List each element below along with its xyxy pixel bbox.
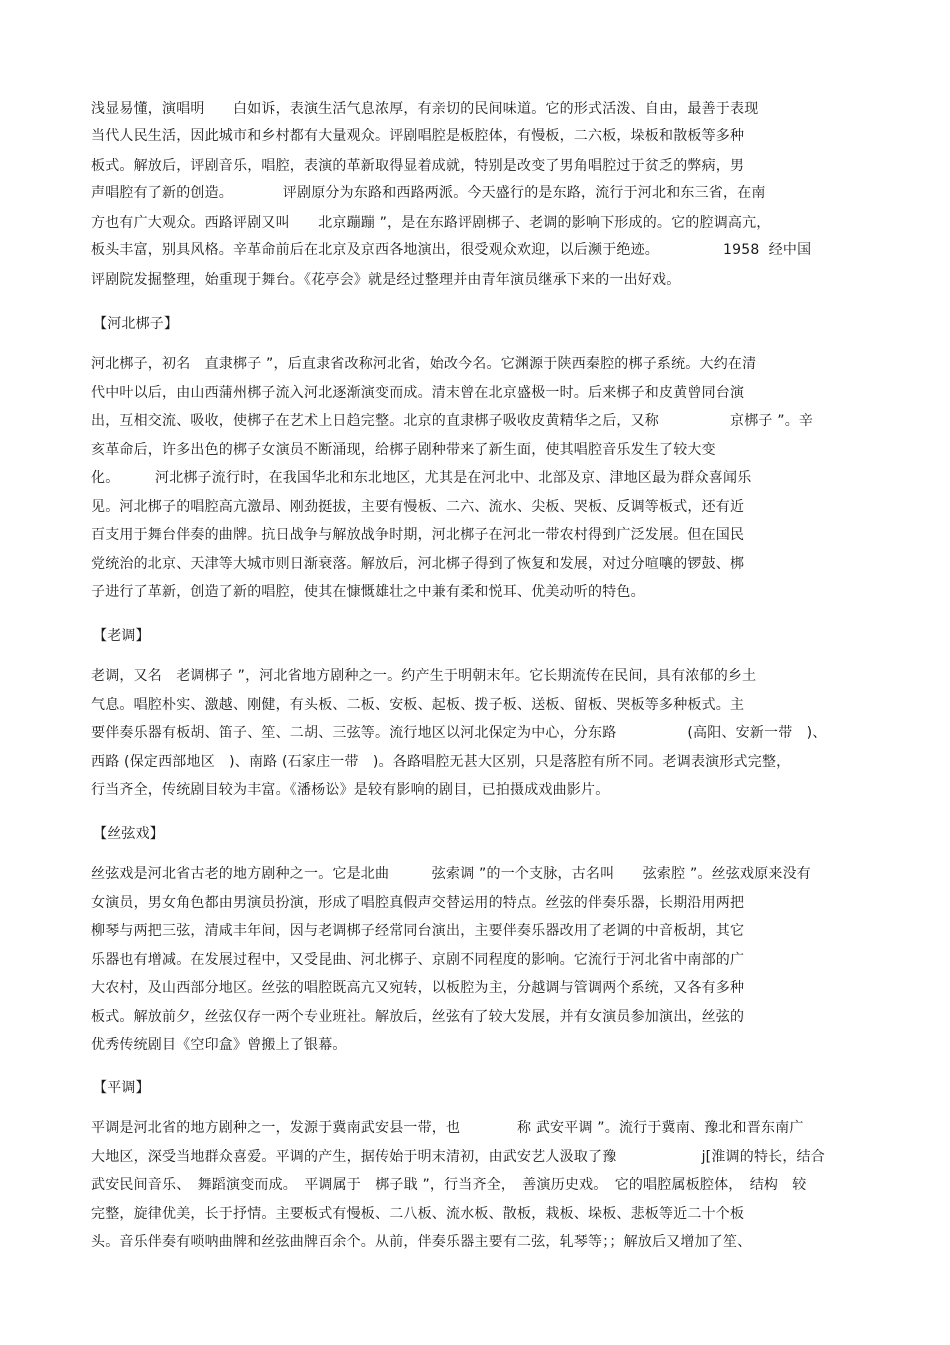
- section-heading: 【丝弦戏】: [93, 826, 164, 842]
- paragraph-line: 完整，旋律优美，长于抒情。主要板式有慢板、二八板、流水板、散板，栽板、垛板、悲板等近二十个板: [91, 1206, 745, 1222]
- paragraph-line: 气息。唱腔朴实、激越、刚健，有头板、二板、安板、起板、拨子板、送板、留板、哭板等多种板式。主: [91, 697, 745, 713]
- paragraph-line: 代中叶以后，由山西蒲州梆子流入河北逐渐演变而成。清末曾在北京盛极一时。后来梆子和皮黄曾同台演: [91, 385, 745, 401]
- paragraph-line: 板式。解放后，评剧音乐，唱腔，表演的革新取得显着成就，特别是改变了男角唱腔过于贫乏的弊病，男: [91, 158, 745, 174]
- paragraph-line: 方也有广大观众。西路评剧又叫 北京蹦蹦 ”，是在东路评剧梆子、老调的影响下形成的。它的腔调高亢，: [91, 215, 771, 231]
- section-heading: 【老调】: [93, 628, 150, 644]
- section-heading: 【平调】: [93, 1080, 150, 1096]
- paragraph-line: 浅显易懂，演唱明 白如诉，表演生活气息浓厚，有亲切的民间味道。它的形式活泼、自由，最善于表现: [91, 101, 759, 117]
- paragraph-line: 百支用于舞台伴奏的曲牌。抗日战争与解放战争时期，河北梆子在河北一带农村得到广泛发展。但在国民: [91, 527, 745, 543]
- section-heading: 【河北梆子】: [93, 316, 179, 332]
- paragraph-line: 女演员，男女角色都由男演员扮演，形成了唱腔真假声交替运用的特点。丝弦的伴奏乐器，长期沿用两把: [91, 895, 745, 911]
- paragraph-line: 党统治的北京、天津等大城市则日渐衰落。解放后，河北梆子得到了恢复和发展，对过分喧嚷的锣鼓、梆: [91, 556, 745, 572]
- paragraph-line: 化。 河北梆子流行时，在我国华北和东北地区，尤其是在河北中、北部及京、津地区最为群众喜闻乐: [91, 470, 752, 486]
- paragraph-line: 老调，又名 老调梆子 ”，河北省地方剧种之一。约产生于明朝末年。它长期流传在民间，具有浓郁的乡土: [91, 668, 757, 684]
- paragraph-line: 评剧院发掘整理，始重现于舞台。《花亭会》就是经过整理并由青年演员继承下来的一出好戏。: [91, 272, 681, 288]
- paragraph-line: 平调是河北省的地方剧种之一，发源于冀南武安县一带，也 称 武安平调 ”。流行于冀南、豫北和晋东南广: [91, 1120, 804, 1136]
- paragraph-line: 西路 (保定西部地区 )、南路 (石家庄一带 )。各路唱腔无甚大区别，只是落腔有所不同。老调表演形式完整，: [91, 754, 791, 770]
- paragraph-line: 板式。解放前夕，丝弦仅存一两个专业班社。解放后，丝弦有了较大发展，并有女演员参加演出，丝弦的: [91, 1009, 745, 1025]
- paragraph-line: 大地区，深受当地群众喜爱。平调的产生，据传始于明末清初，由武安艺人汲取了豫 j[淮调的特长，结合: [91, 1149, 825, 1165]
- paragraph-line: 出，互相交流、吸收，使梆子在艺术上日趋完整。北京的直隶梆子吸收皮黄精华之后，又称 京梆子 ”。辛: [91, 413, 814, 429]
- paragraph-line: 亥革命后，许多出色的梆子女演员不断涌现，给梆子剧种带来了新生面，使其唱腔音乐发生了较大变: [91, 442, 716, 458]
- paragraph-line: 当代人民生活，因此城市和乡村都有大量观众。评剧唱腔是板腔体，有慢板，二六板，垛板和散板等多种: [91, 128, 745, 144]
- paragraph-line: 见。河北梆子的唱腔高亢激昂、刚劲挺拔，主要有慢板、二六、流水、尖板、哭板、反调等板式，还有近: [91, 499, 745, 515]
- paragraph-line: 要伴奏乐器有板胡、笛子、笙、二胡、三弦等。流行地区以河北保定为中心，分东路 (高阳、安新一带 )、: [91, 725, 827, 741]
- paragraph-line: 子进行了革新，创造了新的唱腔，使其在慷慨雄壮之中兼有柔和悦耳、优美动听的特色。: [91, 584, 645, 600]
- paragraph-line: 行当齐全，传统剧目较为丰富。《潘杨讼》是较有影响的剧目，已拍摄成戏曲影片。: [91, 782, 610, 798]
- paragraph-line: 优秀传统剧目《空印盒》曾搬上了银幕。: [91, 1037, 347, 1053]
- paragraph-line: 声唱腔有了新的创造。 评剧原分为东路和西路两派。今天盛行的是东路，流行于河北和东三省，在南: [91, 185, 766, 201]
- paragraph-line: 武安民间音乐、 舞蹈演变而成。 平调属于 梆子戢 ”，行当齐全， 善演历史戏。 它的唱腔属板腔体， 结构 较: [91, 1177, 807, 1193]
- paragraph-line: 大农村，及山西部分地区。丝弦的唱腔既高亢又宛转，以板腔为主，分越调与管调两个系统，又各有多种: [91, 980, 745, 996]
- paragraph-line: 头。音乐伴奏有唢呐曲牌和丝弦曲牌百余个。从前，伴奏乐器主要有二弦，轧琴等；；解放后又增加了笙、: [91, 1234, 752, 1250]
- paragraph-line: 丝弦戏是河北省古老的地方剧种之一。它是北曲 弦索调 ”的一个支脉，古名叫 弦索腔 ”。丝弦戏原来没有: [91, 866, 812, 882]
- paragraph-line: 柳琴与两把三弦，清咸丰年间，因与老调梆子经常同台演出，主要伴奏乐器改用了老调的中音板胡，其它: [91, 923, 745, 939]
- paragraph-line: 板头丰富，别具风格。辛革命前后在北京及京西各地演出，很受观众欢迎，以后濒于绝迹。 1958 经中国: [91, 242, 812, 258]
- paragraph-line: 乐器也有增减。在发展过程中，又受昆曲、河北梆子、京剧不同程度的影响。它流行于河北省中南部的广: [91, 952, 745, 968]
- paragraph-line: 河北梆子，初名 直隶梆子 ”，后直隶省改称河北省，始改今名。它渊源于陕西秦腔的梆子系统。大约在清: [91, 356, 757, 372]
